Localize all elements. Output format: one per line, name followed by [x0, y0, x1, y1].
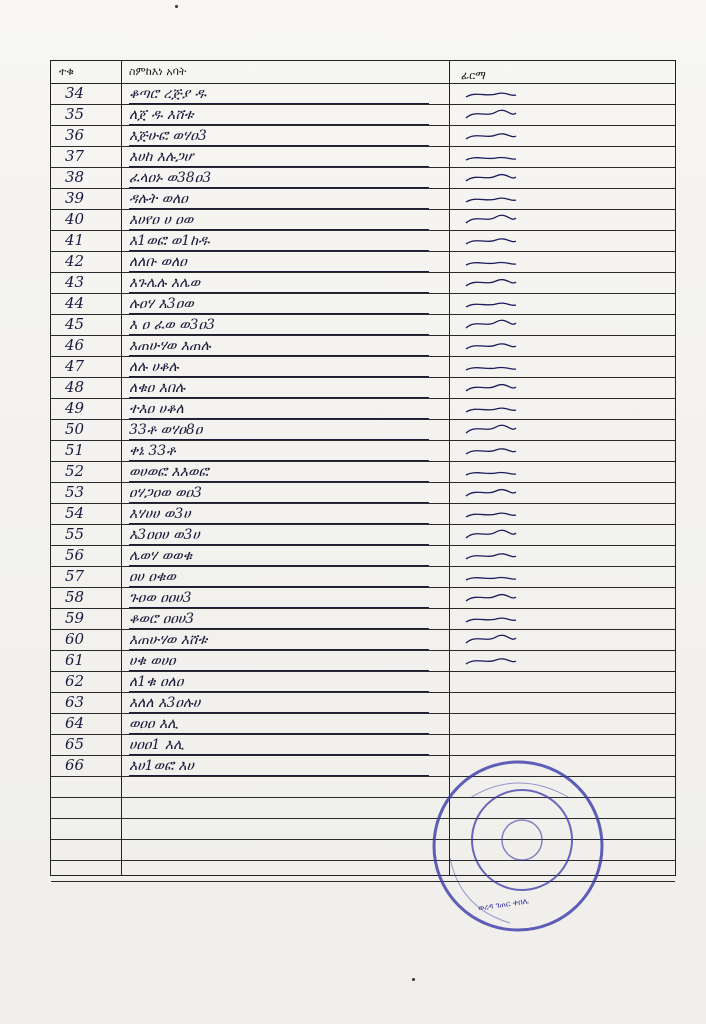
row-name: እለለ እ3ዐሉሀ [129, 694, 429, 713]
table-row [51, 189, 675, 210]
paper-speck [175, 5, 178, 8]
signature-scribble [461, 401, 521, 418]
table-row [51, 567, 675, 588]
row-number: 44 [65, 294, 85, 312]
header-name: ስምከእነ አባት [129, 65, 187, 78]
row-name: እጉሌሉ እሌወ [129, 274, 429, 293]
row-number: 53 [65, 483, 85, 501]
table-row [51, 420, 675, 441]
row-name: እሀከ እሉጋሆ [129, 148, 429, 167]
signature-scribble [461, 170, 521, 187]
signature-scribble [461, 590, 521, 607]
row-number: 55 [65, 525, 85, 543]
row-number: 36 [65, 126, 85, 144]
row-number: 62 [65, 672, 85, 690]
signature-scribble [461, 275, 521, 292]
signature-scribble [461, 485, 521, 502]
table-row [51, 399, 675, 420]
row-name: ቆጣሮ ረጅያ ዱ [129, 85, 429, 104]
table-row [51, 672, 675, 693]
row-number: 66 [65, 756, 85, 774]
row-name: እሃሀሀ ወ3ሀ [129, 505, 429, 524]
signature-scribble [461, 191, 521, 208]
row-name: ቀኔ 33ቶ [129, 442, 429, 461]
signature-scribble [461, 527, 521, 544]
table-row [51, 84, 675, 105]
signature-scribble [461, 443, 521, 460]
row-number: 38 [65, 168, 85, 186]
row-name: እጅሁፎ ወሃዐ3 [129, 127, 429, 146]
signature-scribble [461, 212, 521, 229]
signature-scribble [461, 107, 521, 124]
row-name: ወሀወፎ እእወፎ [129, 463, 429, 482]
table-row [51, 378, 675, 399]
row-number: 48 [65, 378, 85, 396]
row-name: እ ዐ ፈወ ወ3ዐ3 [129, 316, 429, 335]
row-number: 35 [65, 105, 85, 123]
row-number: 45 [65, 315, 85, 333]
row-name: ዐሀ ዐቁወ [129, 568, 429, 587]
attendance-table [50, 60, 676, 876]
row-number: 46 [65, 336, 85, 354]
row-name: ሌወሃ ወወቁ [129, 547, 429, 566]
table-row [51, 336, 675, 357]
row-number: 57 [65, 567, 85, 585]
row-number: 56 [65, 546, 85, 564]
signature-scribble [461, 317, 521, 334]
row-number: 34 [65, 84, 85, 102]
row-number: 65 [65, 735, 85, 753]
signature-scribble [461, 86, 521, 103]
table-row [51, 357, 675, 378]
signature-scribble [461, 653, 521, 670]
table-row [51, 693, 675, 714]
table-row [51, 231, 675, 252]
row-number: 58 [65, 588, 85, 606]
row-name: ፈላዐኑ ወ38ዐ3 [129, 169, 429, 188]
row-number: 43 [65, 273, 85, 291]
signature-scribble [461, 359, 521, 376]
signature-scribble [461, 128, 521, 145]
header-signature: ፊርማ [461, 69, 486, 82]
table-row [51, 168, 675, 189]
row-number: 42 [65, 252, 85, 270]
row-number: 51 [65, 441, 85, 459]
table-row [51, 651, 675, 672]
row-number: 37 [65, 147, 85, 165]
row-number: 61 [65, 651, 85, 669]
row-name: ለለቡ ወለዐ [129, 253, 429, 272]
row-number: 49 [65, 399, 85, 417]
table-row [51, 210, 675, 231]
row-number: 64 [65, 714, 85, 732]
table-row [51, 546, 675, 567]
signature-scribble [461, 422, 521, 439]
row-name: ወዐዐ እሊ [129, 715, 429, 734]
table-row [51, 525, 675, 546]
signature-scribble [461, 506, 521, 523]
signature-scribble [461, 254, 521, 271]
signature-scribble [461, 233, 521, 250]
table-row [51, 504, 675, 525]
row-name: ሀዐዐ1 እሊ [129, 736, 429, 755]
table-row [51, 714, 675, 735]
signature-scribble [461, 464, 521, 481]
table-header [51, 61, 675, 84]
signature-scribble [461, 632, 521, 649]
row-name: እጠሁሃወ እጠሉ [129, 337, 429, 356]
table-row [51, 273, 675, 294]
row-name: እ1ወፎ ወ1ከዱ [129, 232, 429, 251]
table-row [51, 630, 675, 651]
row-name: እጠሁሃወ እሸቱ [129, 631, 429, 650]
signature-scribble [461, 569, 521, 586]
signature-scribble [461, 149, 521, 166]
row-name: ዐሃጋዐወ ወዐ3 [129, 484, 429, 503]
table-row [51, 294, 675, 315]
signature-scribble [461, 296, 521, 313]
row-number: 40 [65, 210, 85, 228]
row-name: ቆወሮ ዐዐሀ3 [129, 610, 429, 629]
row-name: ለቁዐ እበሉ [129, 379, 429, 398]
table-row [51, 441, 675, 462]
row-name: ዳሉት ወለዐ [129, 190, 429, 209]
row-name: ለሉ ሀቆሉ [129, 358, 429, 377]
table-row [51, 252, 675, 273]
row-name: ለጀ ዱ እሸቱ [129, 106, 429, 125]
table-row [51, 126, 675, 147]
table-row [51, 483, 675, 504]
table-row [51, 609, 675, 630]
row-name: ሉዐሃ እ3ዐወ [129, 295, 429, 314]
row-number: 50 [65, 420, 85, 438]
table-row [51, 588, 675, 609]
row-name: እሀ1ወፎ እሀ [129, 757, 429, 776]
row-name: ጉዐወ ዐዐሀ3 [129, 589, 429, 608]
table-row [51, 105, 675, 126]
row-number: 60 [65, 630, 85, 648]
signature-scribble [461, 548, 521, 565]
table-row [51, 315, 675, 336]
row-number: 54 [65, 504, 85, 522]
stamp-text: ወረዳ ገጠር ቀበሌ [477, 896, 530, 913]
row-number: 52 [65, 462, 85, 480]
row-name: 33ቶ ወሃዐ8ዐ [129, 421, 429, 440]
row-name: ተእዐ ሀቆለ [129, 400, 429, 419]
row-name: እሀየዐ ሀ ዐወ [129, 211, 429, 230]
row-name: ሀቁ ወሀዐ [129, 652, 429, 671]
row-number: 59 [65, 609, 85, 627]
row-name: ለ1ቁ ዐለዐ [129, 673, 429, 692]
row-number: 41 [65, 231, 85, 249]
row-number: 39 [65, 189, 85, 207]
signature-scribble [461, 611, 521, 628]
table-row [51, 147, 675, 168]
table-row [51, 462, 675, 483]
table-row [51, 735, 675, 756]
paper-speck [412, 978, 415, 981]
signature-scribble [461, 380, 521, 397]
row-number: 47 [65, 357, 85, 375]
row-name: እ3ዐዐሀ ወ3ሀ [129, 526, 429, 545]
header-number: ተቁ [59, 65, 74, 78]
signature-scribble [461, 338, 521, 355]
row-number: 63 [65, 693, 85, 711]
